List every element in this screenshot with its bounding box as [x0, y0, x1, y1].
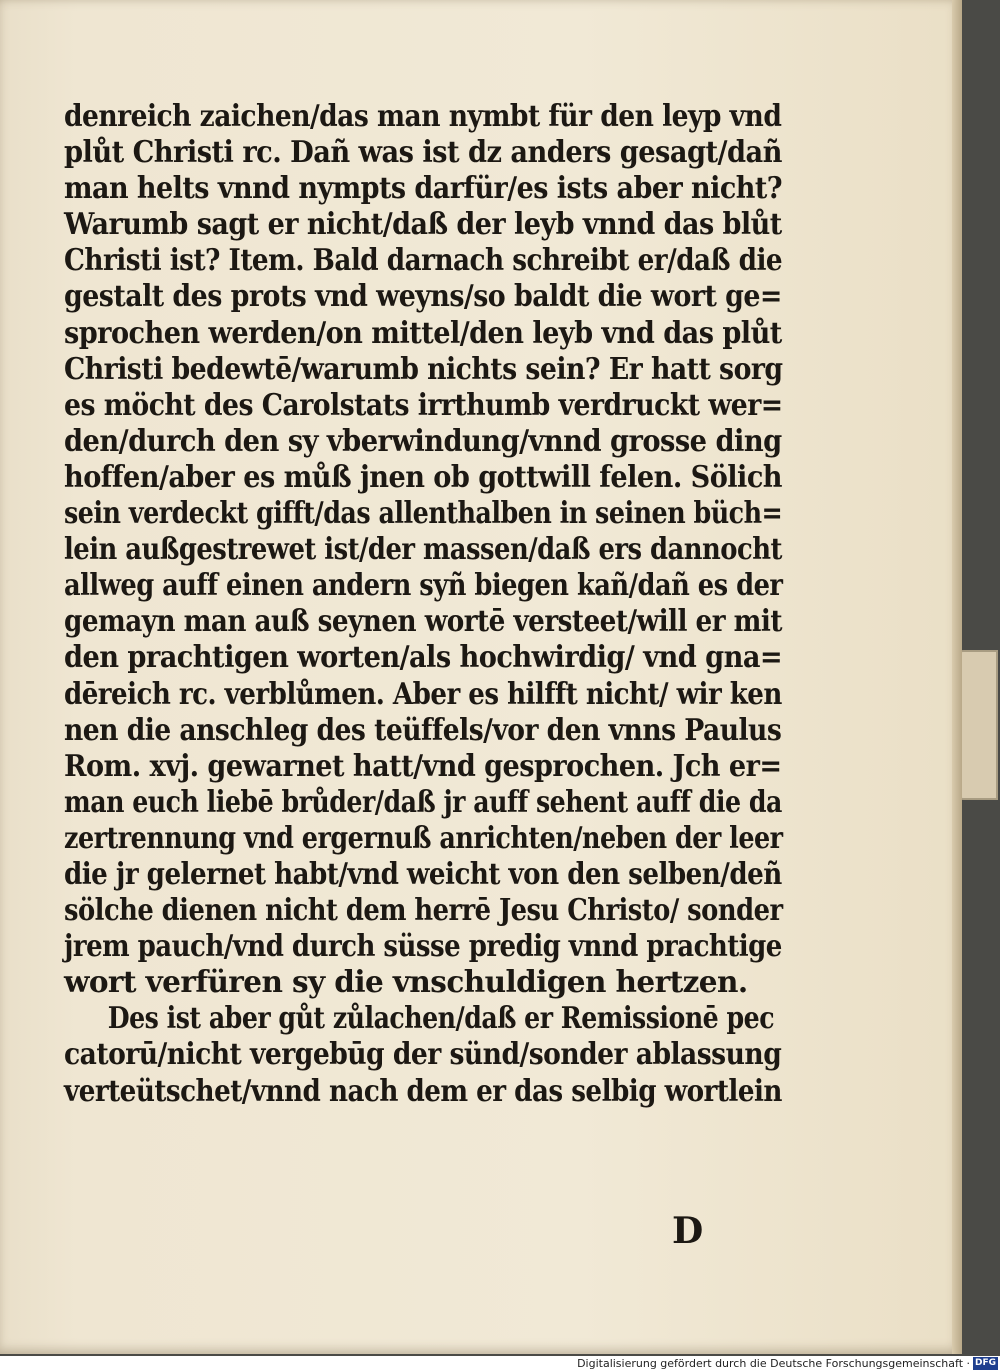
text-line: catorū/nicht vergebūg der sünd/sonder ablassung [64, 1037, 782, 1073]
text-line: sölche dienen nicht dem herrē Jesu Christo/ sonder [64, 893, 783, 929]
text-line: den prachtigen worten/als hochwirdig/ vnd gna= [64, 640, 783, 676]
text-line: lein außgestrewet ist/der massen/daß ers dannocht [64, 532, 782, 568]
text-line: gemayn man auß seynen wortē versteet/will er mit [64, 604, 782, 640]
text-line: die jr gelernet habt/vnd weicht von den selben/deñ [64, 856, 782, 892]
text-line: sein verdeckt gifft/das allenthalben in seinen büch= [64, 496, 783, 532]
text-line: es möcht des Carolstats irrthumb verdruckt wer= [64, 387, 783, 423]
text-line: verteütschet/vnnd nach dem er das selbig wortlein [64, 1073, 782, 1109]
text-line: gestalt des prots vnd weyns/so baldt die wort ge= [64, 279, 782, 315]
text-line: dēreich rc. verblůmen. Aber es hilfft nicht/ wir ken [64, 676, 782, 712]
text-line: wort verfüren sy die vnschuldigen hertzen. [64, 965, 748, 1001]
text-line: Christi ist? Item. Bald darnach schreibt er/daß die [64, 243, 783, 279]
dfg-logo: DFG [974, 1358, 996, 1368]
funding-notice: Digitalisierung gefördert durch die Deutsche Forschungsgemeinschaft · [577, 1357, 970, 1370]
text-line: Christi bedewtē/warumb nichts sein? Er hatt sorg [64, 351, 783, 387]
text-line: allweg auff einen andern syñ biegen kañ/dañ es der [64, 568, 783, 604]
footer-bar [0, 1356, 1000, 1372]
text-line: Des ist aber gůt zůlachen/daß er Remissionē pec [107, 1001, 775, 1037]
text-line: jrem pauch/vnd durch süsse predig vnnd prachtige [64, 929, 782, 965]
text-line: nen die anschleg des teüffels/vor den vnns Paulus [64, 712, 782, 748]
text-line: Rom. xvj. gewarnet hatt/vnd gesprochen. Jch er= [64, 748, 782, 784]
text-line: Warumb sagt er nicht/daß der leyb vnnd das blůt [64, 207, 782, 243]
text-line: hoffen/aber es můß jnen ob gottwill felen. Sölich [64, 459, 783, 495]
text-line: man euch liebē brůder/daß jr auff sehent auff die da [64, 784, 782, 820]
signature-mark: D [672, 1210, 704, 1252]
text-line: zertrennung vnd ergernuß anrichten/neben der leer [64, 820, 783, 856]
text-line: plůt Christi rc. Dañ was ist dz anders gesagt/dañ [64, 135, 782, 171]
text-line: denreich zaichen/das man nymbt für den leyp vnd [64, 99, 782, 134]
text-block [64, 99, 794, 1110]
page-edge [952, 0, 962, 1354]
text-line: sprochen werden/on mittel/den leyb vnd das plůt [64, 315, 782, 351]
text-line: man helts vnnd nympts darfür/es ists aber nicht? [64, 171, 783, 207]
text-line: den/durch den sy vberwindung/vnnd grosse ding [64, 423, 782, 459]
